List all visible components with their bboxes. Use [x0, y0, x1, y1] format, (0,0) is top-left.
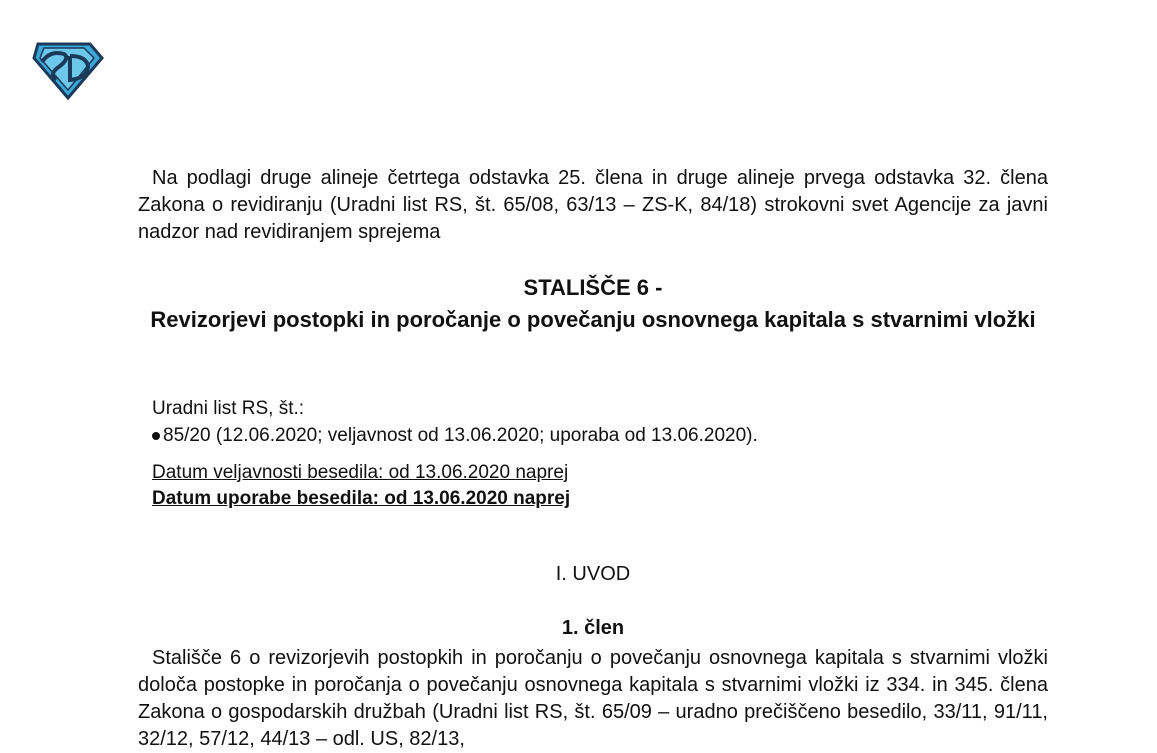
application-date: Datum uporabe besedila: od 13.06.2020 naprej — [152, 488, 571, 509]
dates-block — [152, 460, 570, 512]
gazette-entry[interactable]: 85/20 (12.06.2020; veljavnost od 13.06.2020; uporaba od 13.06.2020). — [163, 425, 758, 446]
gazette-info — [152, 395, 1032, 449]
title-line-1: STALIŠČE 6 - — [523, 275, 663, 300]
document-title — [138, 272, 1048, 336]
article-heading: 1. člen — [561, 617, 625, 639]
sd-logo-icon — [30, 40, 106, 100]
title-line-2: Revizorjevi postopki in poročanje o povečanju osnovnega kapitala s stvarnimi vložki — [150, 307, 1036, 332]
intro-paragraph: Na podlagi druge alineje četrtega odstavka 25. člena in druge alineje prvega odstavka 32. člena Zakona o revidiranju (Uradni list RS, št. 65/08, 63/13 – ZS-K, 84/18) strokovni svet Agencije za javni nadzor nad revidiranjem sprejema — [138, 167, 1048, 243]
article-paragraph: Stališče 6 o revizorjevih postopkih in poročanju o povečanju osnovnega kapitala s stvarnimi vložki določa postopke in poročanja o povečanju osnovnega kapitala s stvarnimi vložki iz 334. in 345. člena Zakona o gospodarskih družbah (Uradni list RS, št. 65/09 – uradno prečiščeno besedilo, 33/11, 91/11, 32/12, 57/12, 44/13 – odl. US, 82/13, — [138, 647, 1048, 750]
gazette-label: Uradni list RS, št.: — [152, 398, 305, 419]
validity-date: Datum veljavnosti besedila: od 13.06.2020 naprej — [152, 462, 569, 483]
gazette-entry-row — [152, 422, 1032, 449]
section-heading: I. UVOD — [555, 563, 631, 585]
bullet-icon — [152, 432, 160, 440]
